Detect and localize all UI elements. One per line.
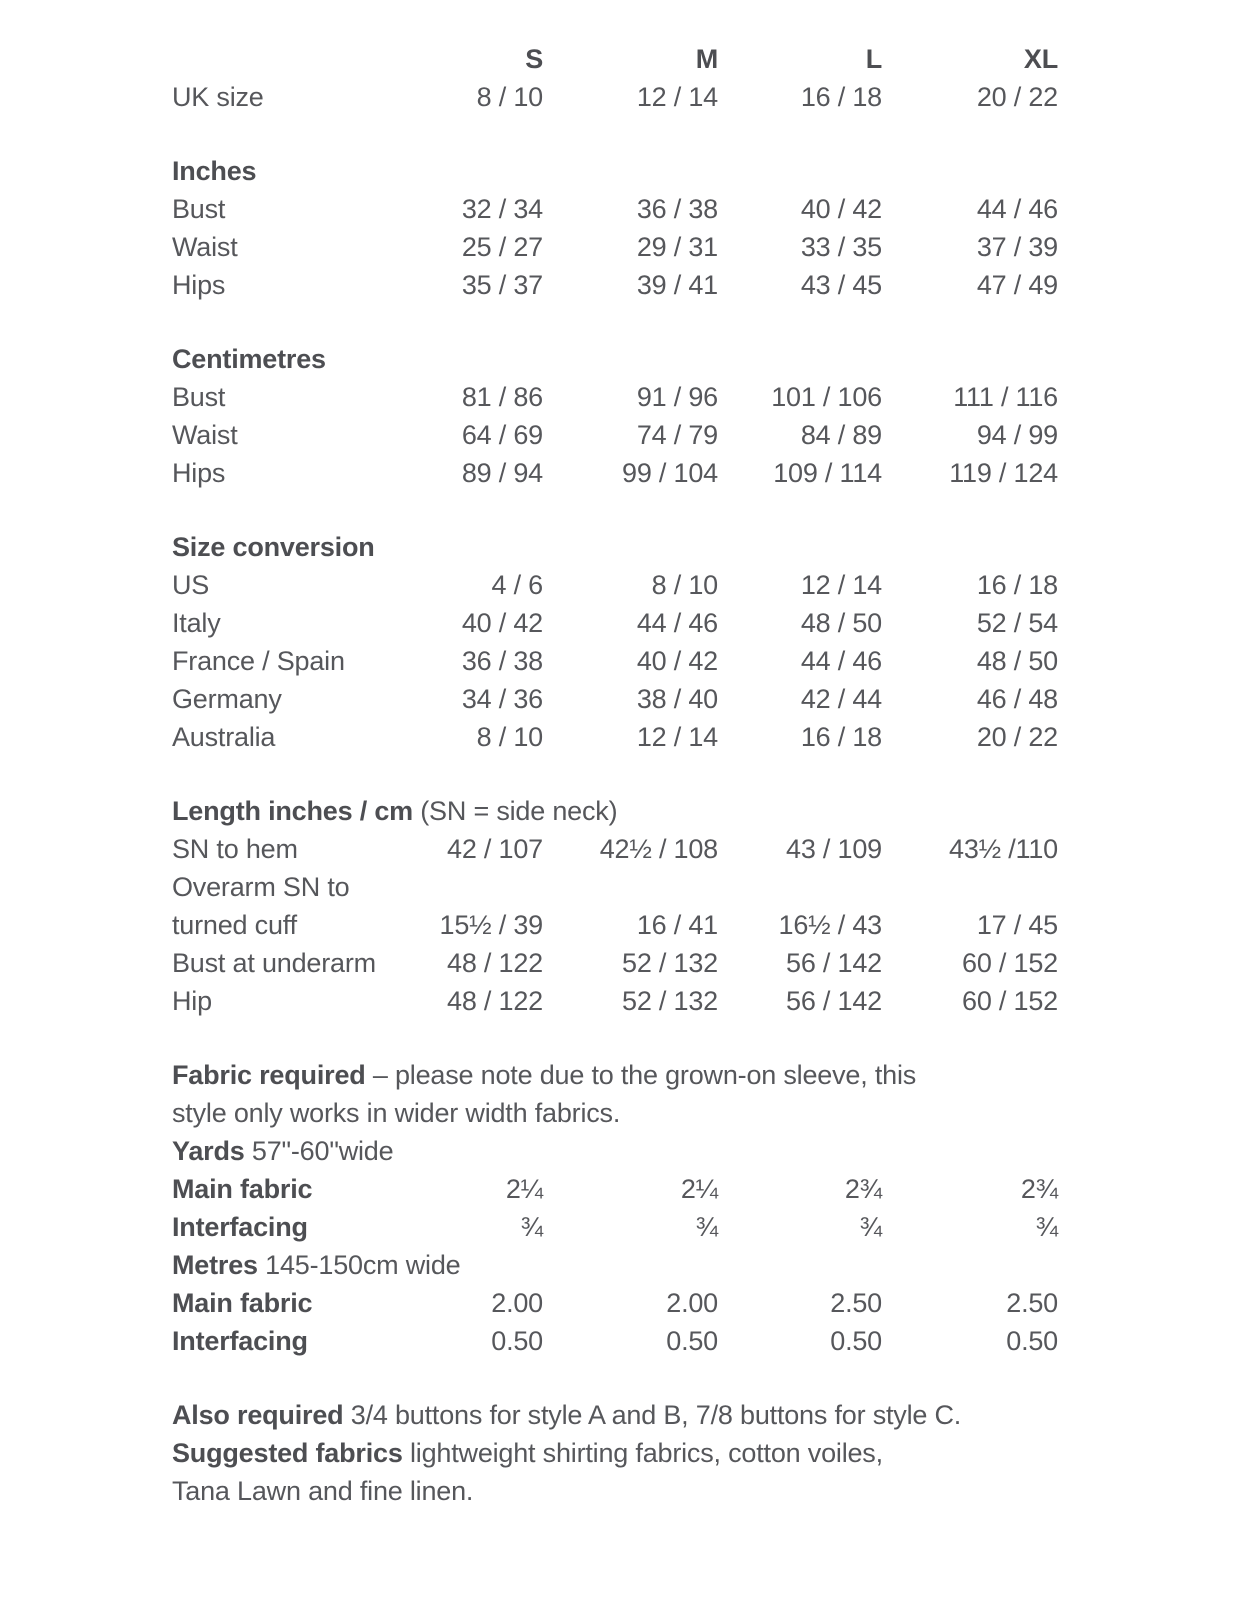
cell-value: 2¼ xyxy=(505,1174,543,1204)
cell-value: 33 / 35 xyxy=(800,232,882,262)
cell-value: 29 / 31 xyxy=(636,232,718,262)
row-label: Hips xyxy=(172,458,226,488)
yards-label: Yards xyxy=(172,1136,245,1166)
cell-value: 48 / 50 xyxy=(800,608,882,638)
row-label: Italy xyxy=(172,608,221,638)
fabric-required-note-line-2: style only works in wider width fabrics. xyxy=(172,1098,621,1128)
cell-value: 74 / 79 xyxy=(636,420,718,450)
row-label: Overarm SN to xyxy=(172,872,350,902)
row-label: Bust xyxy=(172,194,226,224)
row-label: Waist xyxy=(172,420,238,450)
cell-value: 16½ / 43 xyxy=(778,910,882,940)
row-label: Germany xyxy=(172,684,282,714)
table-row xyxy=(172,830,1058,868)
table-row xyxy=(172,1284,1058,1322)
cell-value: 2¾ xyxy=(1020,1174,1058,1204)
cell-value: 44 / 46 xyxy=(800,646,882,676)
section-title-centimetres: Centimetres xyxy=(172,344,326,374)
table-row xyxy=(172,906,1058,944)
cell-value: 111 / 116 xyxy=(953,382,1058,412)
row-label: Hip xyxy=(172,986,212,1016)
cell-value: 38 / 40 xyxy=(636,684,718,714)
cell-value: 42½ / 108 xyxy=(599,834,718,864)
cell-value: 4 / 6 xyxy=(491,570,543,600)
cell-value: 20 / 22 xyxy=(976,82,1058,112)
cell-value: ¾ xyxy=(859,1212,882,1242)
section-gap xyxy=(172,116,1058,152)
row-label: Bust xyxy=(172,382,226,412)
table-row xyxy=(172,1322,1058,1360)
cell-value: 0.50 xyxy=(830,1326,882,1356)
cell-value: 42 / 107 xyxy=(447,834,543,864)
cell-value: 56 / 142 xyxy=(786,948,882,978)
section-gap xyxy=(172,492,1058,528)
cell-value: 46 / 48 xyxy=(976,684,1058,714)
table-row xyxy=(172,228,1058,266)
table-row xyxy=(172,944,1058,982)
also-required-note xyxy=(172,1396,1058,1434)
cell-value: 0.50 xyxy=(666,1326,718,1356)
table-row xyxy=(172,982,1058,1020)
table-row xyxy=(172,190,1058,228)
section-gap xyxy=(172,756,1058,792)
length-title-note: (SN = side neck) xyxy=(420,796,618,826)
cell-value: 2¾ xyxy=(844,1174,882,1204)
suggested-fabrics-note-line-2: Tana Lawn and fine linen. xyxy=(172,1476,474,1506)
row-label: Hips xyxy=(172,270,226,300)
column-header-xl: XL xyxy=(1023,44,1058,74)
cell-value: 12 / 14 xyxy=(636,722,718,752)
cell-value: 60 / 152 xyxy=(962,948,1058,978)
column-header-l: L xyxy=(865,44,882,74)
cell-value: 119 / 124 xyxy=(949,458,1058,488)
table-row xyxy=(172,416,1058,454)
yards-detail: 57"-60"wide xyxy=(251,1136,394,1166)
cell-value: 44 / 46 xyxy=(976,194,1058,224)
section-gap xyxy=(172,1360,1058,1396)
table-row xyxy=(172,1170,1058,1208)
cell-value: 60 / 152 xyxy=(962,986,1058,1016)
section-title-inches: Inches xyxy=(172,156,257,186)
cell-value: 2.50 xyxy=(830,1288,882,1318)
row-label: turned cuff xyxy=(172,910,297,940)
cell-value: 37 / 39 xyxy=(976,232,1058,262)
cell-value: 35 / 37 xyxy=(461,270,543,300)
cell-value: 56 / 142 xyxy=(786,986,882,1016)
table-row xyxy=(172,868,1058,906)
length-title: Length inches / cm xyxy=(172,796,413,826)
cell-value: 91 / 96 xyxy=(636,382,718,412)
row-label: SN to hem xyxy=(172,834,298,864)
uk-size-row xyxy=(172,78,1058,116)
cell-value: 8 / 10 xyxy=(476,722,543,752)
yards-heading xyxy=(172,1132,1058,1170)
cell-value: 99 / 104 xyxy=(622,458,718,488)
cell-value: 39 / 41 xyxy=(636,270,718,300)
also-required-text: 3/4 buttons for style A and B, 7/8 buttons for style C. xyxy=(350,1400,962,1430)
table-row xyxy=(172,1208,1058,1246)
table-row xyxy=(172,454,1058,492)
cell-value: 36 / 38 xyxy=(461,646,543,676)
cell-value: 89 / 94 xyxy=(461,458,543,488)
section-gap xyxy=(172,1020,1058,1056)
cell-value: 52 / 132 xyxy=(622,948,718,978)
row-label: Waist xyxy=(172,232,238,262)
section-title-length xyxy=(172,792,1058,830)
row-label: UK size xyxy=(172,82,264,112)
fabric-required-text: – please note due to the grown-on sleeve, this xyxy=(372,1060,917,1090)
metres-label: Metres xyxy=(172,1250,258,1280)
cell-value: 40 / 42 xyxy=(636,646,718,676)
cell-value: 44 / 46 xyxy=(636,608,718,638)
row-label: France / Spain xyxy=(172,646,345,676)
table-row xyxy=(172,266,1058,304)
cell-value: 12 / 14 xyxy=(800,570,882,600)
cell-value: 94 / 99 xyxy=(976,420,1058,450)
fabric-required-note-line-1 xyxy=(172,1056,1058,1094)
cell-value: ¾ xyxy=(695,1212,718,1242)
cell-value: 40 / 42 xyxy=(461,608,543,638)
table-row xyxy=(172,642,1058,680)
cell-value: 48 / 50 xyxy=(976,646,1058,676)
column-header-s: S xyxy=(525,44,543,74)
cell-value: 101 / 106 xyxy=(771,382,882,412)
row-label: Main fabric xyxy=(172,1288,313,1318)
cell-value: 84 / 89 xyxy=(800,420,882,450)
section-gap xyxy=(172,304,1058,340)
empty-cell xyxy=(172,40,372,78)
cell-value: 0.50 xyxy=(1006,1326,1058,1356)
section-title-size-conversion: Size conversion xyxy=(172,532,375,562)
sizing-chart-page xyxy=(172,0,1058,1510)
table-row xyxy=(172,604,1058,642)
cell-value: 52 / 54 xyxy=(976,608,1058,638)
row-label: Interfacing xyxy=(172,1326,308,1356)
cell-value: 2.00 xyxy=(666,1288,718,1318)
cell-value: 40 / 42 xyxy=(800,194,882,224)
row-label: US xyxy=(172,570,210,600)
cell-value: 12 / 14 xyxy=(636,82,718,112)
row-label: Bust at underarm xyxy=(172,948,376,978)
cell-value: 64 / 69 xyxy=(461,420,543,450)
cell-value: 48 / 122 xyxy=(447,986,543,1016)
table-row xyxy=(172,718,1058,756)
table-row xyxy=(172,680,1058,718)
cell-value: 42 / 44 xyxy=(800,684,882,714)
table-row xyxy=(172,378,1058,416)
row-label: Australia xyxy=(172,722,276,752)
cell-value: 48 / 122 xyxy=(447,948,543,978)
cell-value: 32 / 34 xyxy=(461,194,543,224)
cell-value: 43 / 45 xyxy=(800,270,882,300)
cell-value: 2¼ xyxy=(680,1174,718,1204)
cell-value: 2.50 xyxy=(1006,1288,1058,1318)
cell-value: ¾ xyxy=(1035,1212,1058,1242)
suggested-fabrics-text: lightweight shirting fabrics, cotton voiles, xyxy=(409,1438,883,1468)
suggested-fabrics-note-line-1 xyxy=(172,1434,1058,1472)
cell-value: 2.00 xyxy=(491,1288,543,1318)
metres-detail: 145-150cm wide xyxy=(265,1250,461,1280)
cell-value: 8 / 10 xyxy=(651,570,718,600)
cell-value: 17 / 45 xyxy=(976,910,1058,940)
cell-value: 47 / 49 xyxy=(976,270,1058,300)
cell-value: 109 / 114 xyxy=(773,458,882,488)
also-required-label: Also required xyxy=(172,1400,344,1430)
column-header-m: M xyxy=(695,44,718,74)
cell-value: 20 / 22 xyxy=(976,722,1058,752)
cell-value: 16 / 18 xyxy=(800,722,882,752)
cell-value: 16 / 18 xyxy=(976,570,1058,600)
cell-value: 15½ / 39 xyxy=(439,910,543,940)
cell-value: 52 / 132 xyxy=(622,986,718,1016)
cell-value: 0.50 xyxy=(491,1326,543,1356)
size-header-row xyxy=(172,40,1058,78)
cell-value: 16 / 41 xyxy=(636,910,718,940)
row-label: Main fabric xyxy=(172,1174,313,1204)
cell-value: ¾ xyxy=(520,1212,543,1242)
cell-value: 8 / 10 xyxy=(476,82,543,112)
cell-value: 25 / 27 xyxy=(461,232,543,262)
cell-value: 43 / 109 xyxy=(786,834,882,864)
row-label: Interfacing xyxy=(172,1212,308,1242)
fabric-required-label: Fabric required xyxy=(172,1060,366,1090)
suggested-fabrics-label: Suggested fabrics xyxy=(172,1438,403,1468)
cell-value: 81 / 86 xyxy=(461,382,543,412)
cell-value: 16 / 18 xyxy=(800,82,882,112)
cell-value: 34 / 36 xyxy=(461,684,543,714)
cell-value: 36 / 38 xyxy=(636,194,718,224)
cell-value: 43½ /110 xyxy=(949,834,1058,864)
table-row xyxy=(172,566,1058,604)
metres-heading xyxy=(172,1246,1058,1284)
